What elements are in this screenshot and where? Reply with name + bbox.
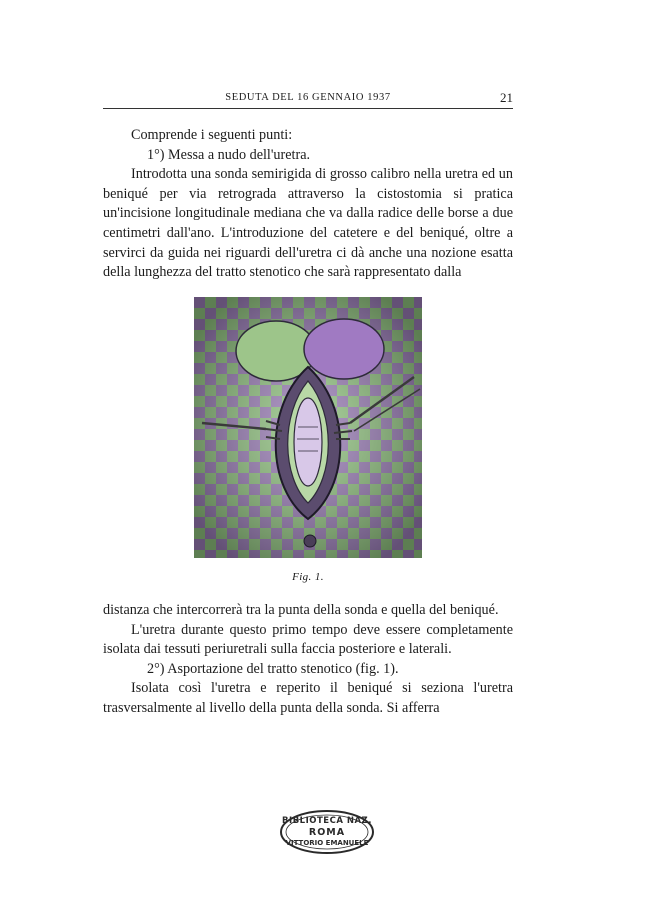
stamp-line: VITTORIO EMANUELE bbox=[285, 839, 369, 847]
paragraph: 2°) Asportazione del tratto stenotico (fig. 1). bbox=[147, 660, 399, 677]
paragraph: L'uretra durante questo primo tempo deve essere completamente isolata dai tessuti periuretrali sulla faccia posteriore e laterali. bbox=[103, 621, 513, 658]
page-number: 21 bbox=[500, 90, 513, 105]
stamp-line: BIBLIOTECA NAZ. bbox=[282, 816, 372, 826]
surgical-illustration-icon bbox=[194, 297, 422, 558]
library-stamp bbox=[278, 808, 376, 856]
paragraph: Comprende i seguenti punti: bbox=[131, 127, 293, 143]
running-title: SEDUTA DEL 16 GENNAIO 1937 bbox=[225, 92, 391, 103]
paragraph: distanza che intercorrerà tra la punta della sonda e quella del beniqué. bbox=[103, 602, 499, 618]
paragraph: 1°) Messa a nudo dell'uretra. bbox=[147, 146, 311, 163]
running-header bbox=[103, 92, 513, 110]
header-rule bbox=[103, 108, 513, 109]
paragraph: Isolata così l'uretra e reperito il beniqué si seziona l'uretra trasversalmente al livello della punta della sonda. Si afferra bbox=[103, 680, 513, 716]
body-text-top bbox=[103, 126, 513, 283]
body-text-bottom bbox=[103, 601, 513, 719]
stamp-line: ROMA bbox=[308, 827, 346, 838]
figure-illustration bbox=[194, 297, 422, 558]
figure-caption: Fig. 1. bbox=[292, 571, 324, 583]
paragraph: Introdotta una sonda semirigida di grosso calibro nella uretra ed un beniqué per via retrograda attraverso la cistostomia si pratica un'incisione longitudinale mediana che va dalla radice delle borse a due centimetri dall'ano. L'introduzione del catetere e del beniqué, oltre a servirci da guida nei riguardi dell'uretra ci dà anche una nozione esatta della lunghezza del tratto stenotico che sarà rappresentato dalla bbox=[103, 166, 513, 281]
